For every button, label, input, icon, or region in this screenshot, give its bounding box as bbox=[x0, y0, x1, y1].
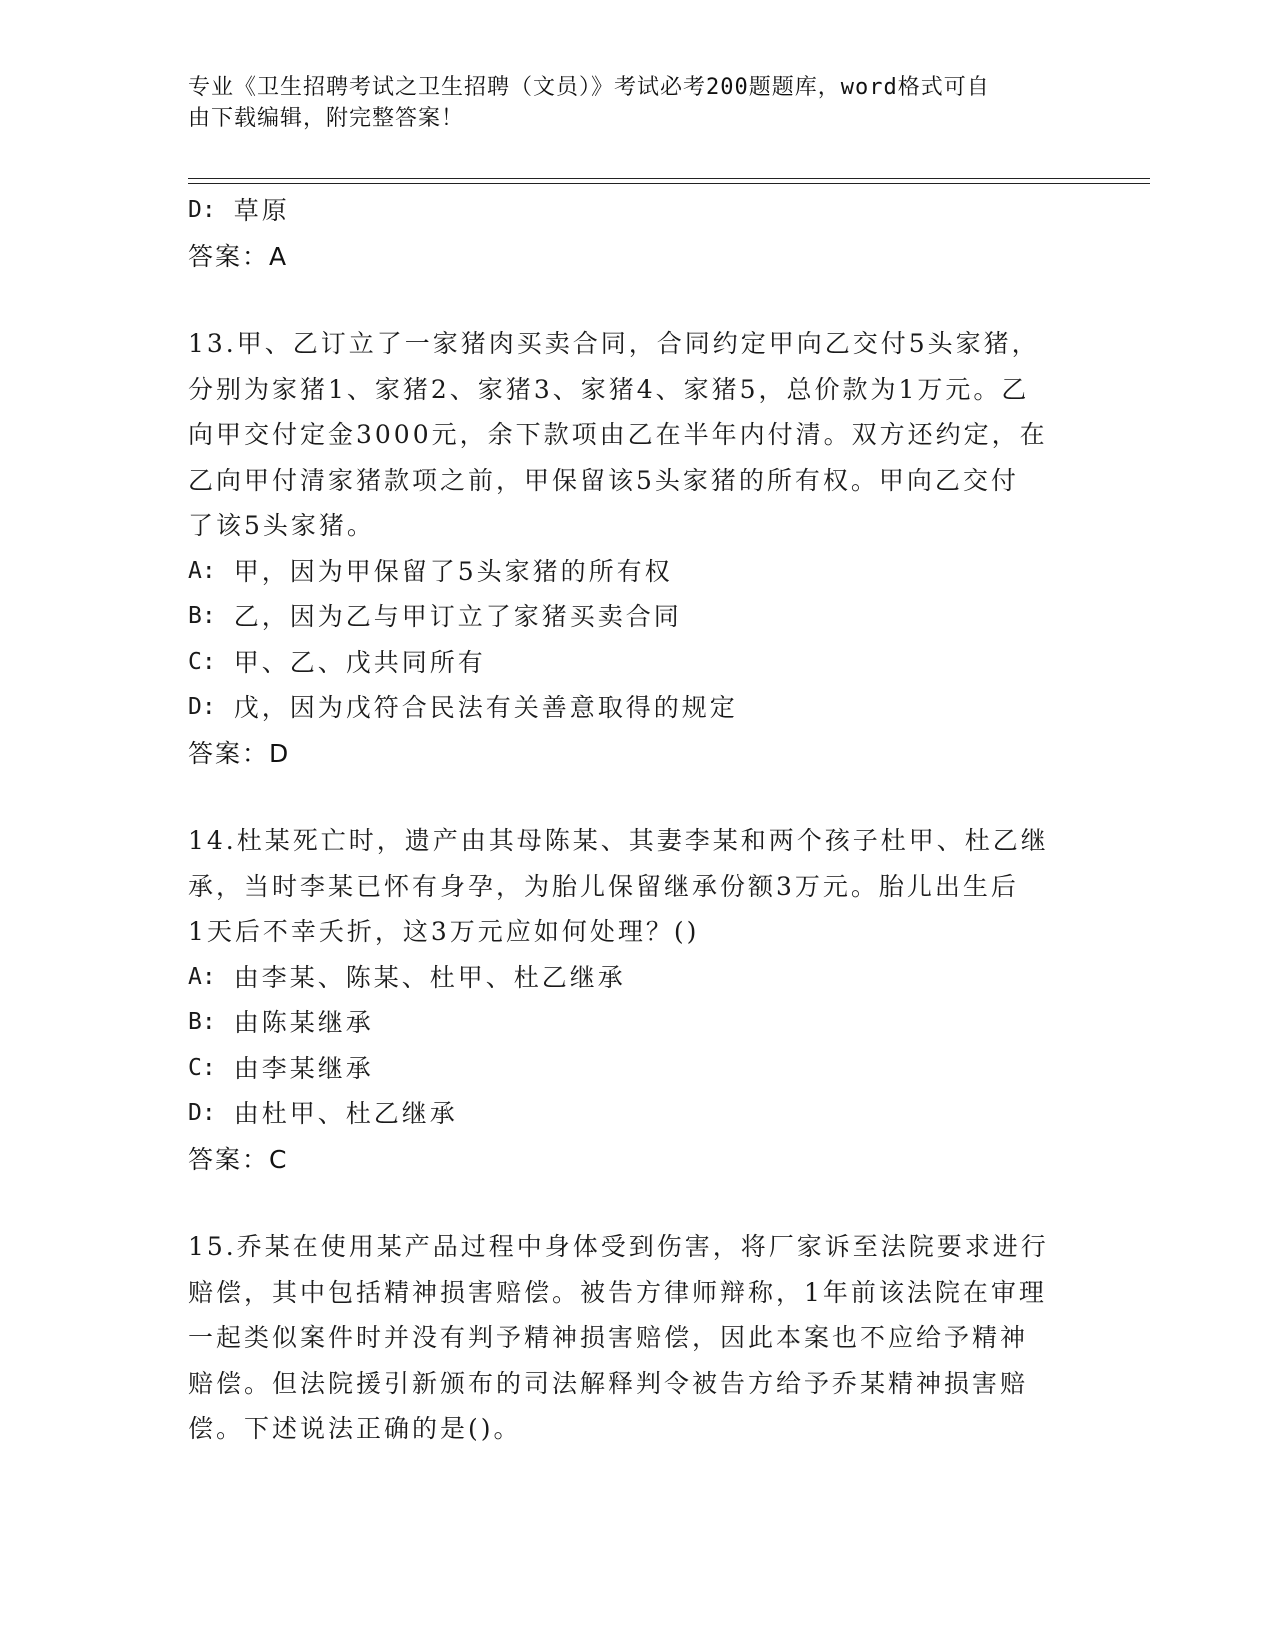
option-a bbox=[188, 549, 1088, 595]
option-separator: : bbox=[201, 1100, 216, 1126]
option-separator: : bbox=[201, 1054, 216, 1081]
question-15 bbox=[188, 1224, 1088, 1452]
option-separator: : bbox=[201, 197, 216, 223]
answer-line: 答案：D bbox=[188, 738, 291, 768]
header-divider-bottom bbox=[188, 183, 1150, 184]
option-text: 由杜甲、杜乙继承 bbox=[233, 1099, 458, 1128]
option-separator: : bbox=[201, 1009, 216, 1035]
option-letter: C bbox=[188, 1054, 202, 1081]
question-line: 一起类似案件时并没有判予精神损害赔偿，因此本案也不应给予精神 bbox=[188, 1323, 1029, 1352]
option-separator: : bbox=[201, 963, 216, 990]
option-text: 草原 bbox=[233, 196, 290, 225]
question-line: 赔偿，其中包括精神损害赔偿。被告方律师辩称，1年前该法院在审理 bbox=[188, 1277, 1047, 1307]
question-line: 1天后不幸夭折，这3万元应如何处理？() bbox=[188, 917, 700, 946]
question-line: 承，当时李某已怀有身孕，为胎儿保留继承份额3万元。胎儿出生后 bbox=[188, 871, 1019, 901]
option-letter: B bbox=[188, 1009, 202, 1035]
question-line: 分别为家猪1、家猪2、家猪3、家猪4、家猪5，总价款为1万元。乙 bbox=[188, 374, 1030, 404]
option-separator: : bbox=[201, 557, 216, 584]
document-body bbox=[188, 188, 1088, 1452]
question-line: 14.杜某死亡时，遗产由其母陈某、其妻李某和两个孩子杜甲、杜乙继 bbox=[188, 826, 1049, 855]
spacer bbox=[188, 279, 1088, 321]
option-d bbox=[188, 1091, 1088, 1137]
option-text: 由李某继承 bbox=[233, 1053, 374, 1083]
option-letter: B bbox=[188, 603, 202, 629]
option-separator: : bbox=[201, 603, 216, 629]
header-line-1: 专业《卫生招聘考试之卫生招聘（文员）》考试必考200题题库，word格式可自 bbox=[188, 75, 990, 100]
question-14 bbox=[188, 818, 1088, 1182]
option-letter: D bbox=[188, 694, 202, 720]
option-letter: D bbox=[188, 197, 202, 223]
document-header bbox=[188, 72, 1068, 134]
spacer bbox=[188, 1182, 1088, 1224]
question-line: 偿。下述说法正确的是()。 bbox=[188, 1414, 522, 1443]
option-d bbox=[188, 188, 1088, 234]
option-c bbox=[188, 640, 1088, 686]
question-line: 了该5头家猪。 bbox=[188, 511, 375, 540]
option-letter: C bbox=[188, 648, 202, 675]
answer-line: 答案：C bbox=[188, 1144, 289, 1174]
header-divider-top bbox=[188, 178, 1150, 179]
option-text: 甲、乙、戊共同所有 bbox=[233, 647, 486, 677]
option-text: 乙，因为乙与甲订立了家猪买卖合同 bbox=[233, 602, 682, 631]
question-line: 向甲交付定金3000元，余下款项由乙在半年内付清。双方还约定，在 bbox=[188, 420, 1048, 449]
question-line: 赔偿。但法院援引新颁布的司法解释判令被告方给予乔某精神损害赔 bbox=[188, 1368, 1029, 1398]
question-line: 15.乔某在使用某产品过程中身体受到伤害，将厂家诉至法院要求进行 bbox=[188, 1232, 1049, 1261]
header-line-2: 由下载编辑，附完整答案！ bbox=[188, 106, 465, 131]
answer-line: 答案：A bbox=[188, 241, 289, 271]
option-text: 由李某、陈某、杜甲、杜乙继承 bbox=[233, 962, 626, 992]
spacer bbox=[188, 776, 1088, 818]
option-text: 甲，因为甲保留了5头家猪的所有权 bbox=[233, 556, 673, 586]
option-c bbox=[188, 1046, 1088, 1092]
option-b bbox=[188, 594, 1088, 640]
option-text: 戊，因为戊符合民法有关善意取得的规定 bbox=[233, 693, 738, 722]
option-d bbox=[188, 685, 1088, 731]
option-separator: : bbox=[201, 694, 216, 720]
option-separator: : bbox=[201, 648, 216, 675]
option-a bbox=[188, 955, 1088, 1001]
option-letter: A bbox=[188, 557, 202, 584]
option-letter: D bbox=[188, 1100, 202, 1126]
option-b bbox=[188, 1000, 1088, 1046]
previous-question-tail bbox=[188, 188, 1088, 279]
question-line: 乙向甲付清家猪款项之前，甲保留该5头家猪的所有权。甲向乙交付 bbox=[188, 465, 1019, 495]
question-line: 13.甲、乙订立了一家猪肉买卖合同，合同约定甲向乙交付5头家猪， bbox=[188, 329, 1040, 358]
question-13 bbox=[188, 321, 1088, 776]
option-text: 由陈某继承 bbox=[233, 1008, 374, 1037]
option-letter: A bbox=[188, 963, 202, 990]
